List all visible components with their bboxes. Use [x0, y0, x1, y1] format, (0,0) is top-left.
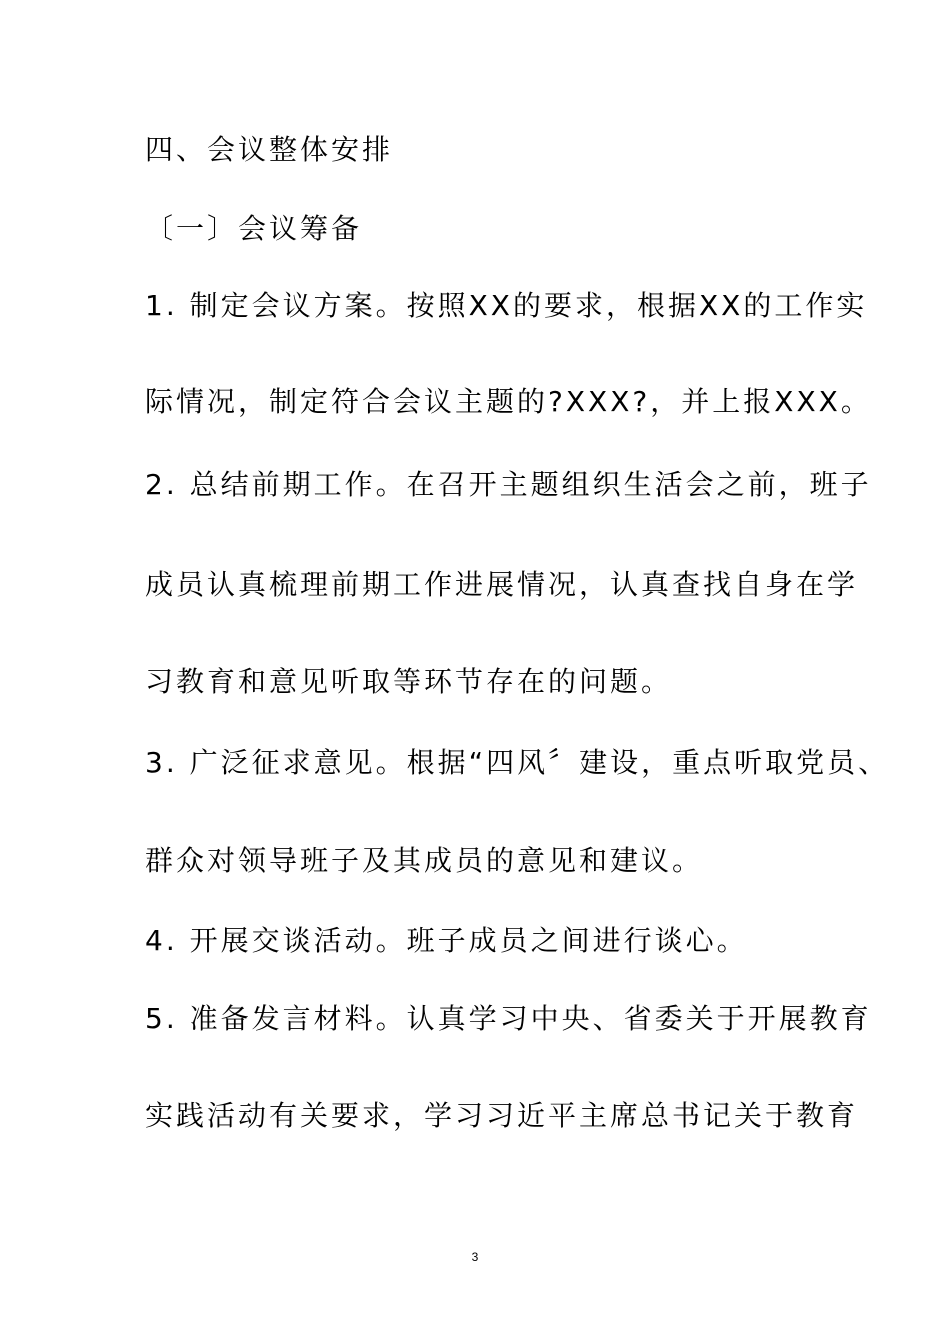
paragraph-line: 2. 总结前期工作。在召开主题组织生活会之前，班子	[145, 468, 872, 501]
paragraph-line: 1. 制定会议方案。按照XX的要求，根据XX的工作实	[145, 289, 868, 322]
paragraph-line: 4. 开展交谈活动。班子成员之间进行谈心。	[145, 924, 748, 957]
paragraph-line: 群众对领导班子及其成员的意见和建议。	[145, 844, 704, 877]
paragraph-line: 5. 准备发言材料。认真学习中央、省委关于开展教育	[145, 1002, 872, 1035]
paragraph-line: 际情况，制定符合会议主题的?XXX?，并上报XXX。	[145, 385, 872, 418]
section-heading: 四、会议整体安排	[145, 133, 394, 166]
page-number: 3	[471, 1250, 479, 1264]
paragraph-line: 实践活动有关要求，学习习近平主席总书记关于教育	[145, 1099, 859, 1132]
subsection-heading: 〔一〕会议筹备	[145, 212, 363, 245]
paragraph-line: 习教育和意见听取等环节存在的问题。	[145, 665, 673, 698]
paragraph-line: 3. 广泛征求意见。根据“四风〞建设，重点听取党员、	[145, 746, 890, 779]
paragraph-line: 成员认真梳理前期工作进展情况，认真查找自身在学	[145, 568, 859, 601]
